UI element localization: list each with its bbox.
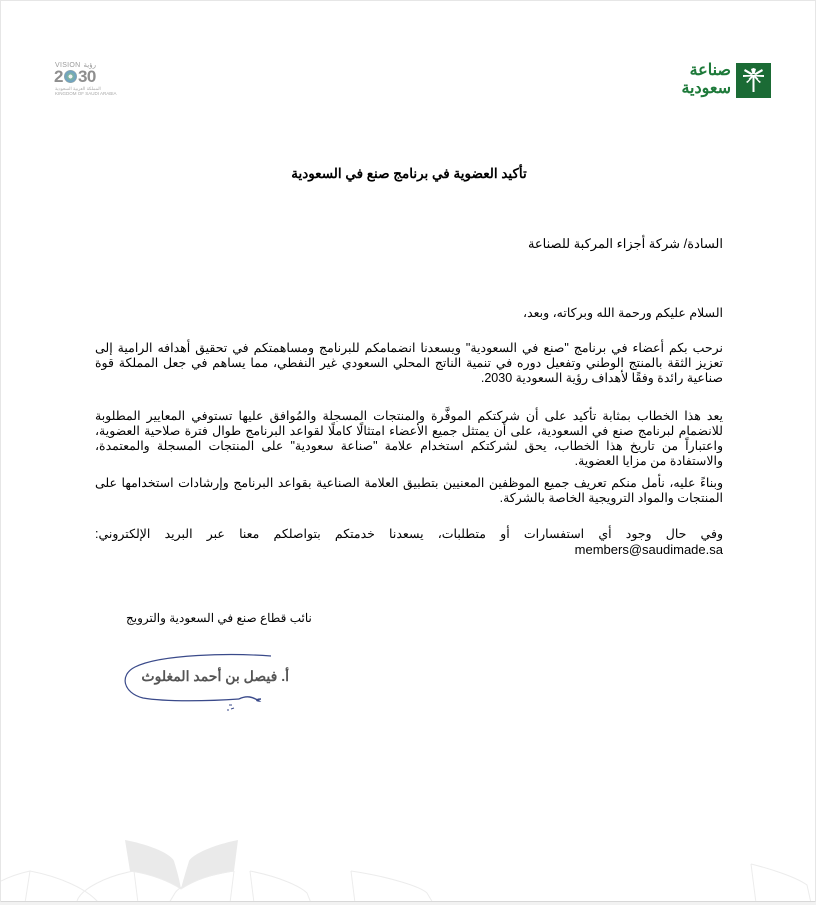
signatory-name: أ. فيصل بن أحمد المغلوث <box>141 668 289 684</box>
vision-label-ar: رؤية <box>83 62 96 69</box>
saudi-made-line2: سعودية <box>681 80 731 97</box>
open-book-watermark-icon <box>1 821 816 903</box>
vision-subtitle <box>55 86 117 96</box>
paragraph-confirmation: يعد هذا الخطاب بمثابة تأكيد على أن شركتكم الموفَّرة والمنتجات المسجلة والمُوافق عليها تستوفي المعايير المطلوبة للانضمام لبرنامج صنع في السعودية، على أن يمتثل جميع الأعضاء امتثالًا كاملًا لقواعد البرنامج طوال فترة صلاحية العضوية، واعتباراً من تاريخ هذا الخطاب، يحق لشركتكم استخدام علامة "صناعة سعودية" على المنتجات المسجلة والمعتمدة، والاستفادة من مزايا العضوية. <box>95 409 723 468</box>
addressee: السادة/ شركة أجزاء المركبة للصناعة <box>527 236 723 251</box>
palm-tree-icon <box>736 63 771 98</box>
contact-text: وفي حال وجود أي استفسارات أو متطلبات، يسعدنا خدمتكم بتواصلكم معنا عبر البريد الإلكتروني: <box>95 527 723 541</box>
vision-label-en: VISION <box>55 62 81 69</box>
vision-year-2: 2 <box>54 67 63 86</box>
vision-year-30: 30 <box>77 67 96 86</box>
signatory-position: نائب قطاع صنع في السعودية والترويج <box>126 611 312 625</box>
vision-subtitle-ar: المملكة العربية السعودية <box>55 86 101 91</box>
contact-email-link[interactable]: members@saudimade.sa <box>574 542 723 557</box>
paragraph-contact <box>95 527 723 558</box>
vision-subtitle-en: KINGDOM OF SAUDI ARABIA <box>55 91 117 96</box>
saudi-made-wordmark <box>661 62 731 98</box>
saudi-made-line1: صناعة <box>689 62 731 79</box>
letter-title: تأكيد العضوية في برنامج صنع في السعودية <box>291 166 527 181</box>
vision-year <box>54 68 96 86</box>
vision-2030-logo <box>53 61 117 101</box>
paragraph-welcome: نرحب بكم أعضاء في برنامج "صنع في السعودية" ويسعدنا انضمامكم للبرنامج ومساهمتكم في تحقيق أهدافه الرامية إلى تعزيز الثقة بالمنتج الوطني وتفعيل دوره في تنمية الناتج المحلي السعودي غير النفطي، مما يساهم في جعل المملكة قوة صناعية رائدة وفقًا لأهداف رؤية السعودية 2030. <box>95 341 723 385</box>
signature-block <box>121 653 291 713</box>
saudi-made-logo <box>661 63 773 101</box>
vision-emblem-icon <box>64 70 77 83</box>
paragraph-guidelines: وبناءً عليه، نأمل منكم تعريف جميع الموظفين المعنيين بتطبيق العلامة الصناعية بقواعد البرنامج وإرشادات استخدامها على المنتجات والمواد الترويجية الخاصة بالشركة. <box>95 476 723 505</box>
greeting: السلام عليكم ورحمة الله وبركاته، وبعد، <box>523 306 723 320</box>
